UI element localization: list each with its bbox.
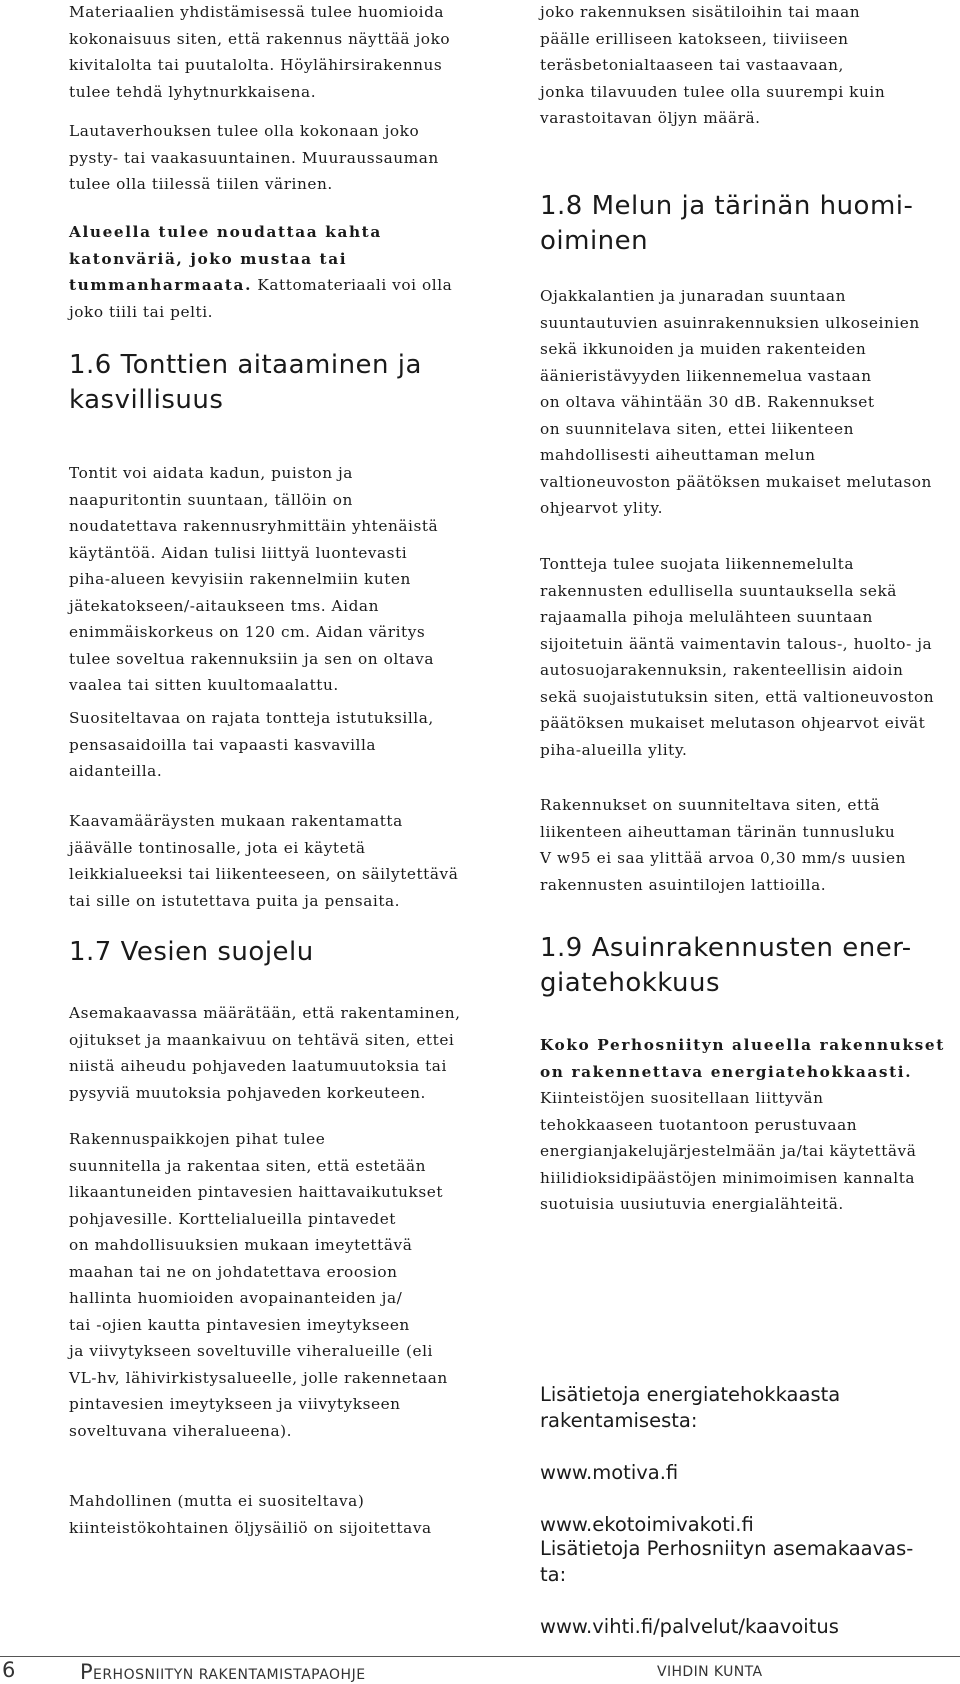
paragraph-groundwater: Asemakaavassa määrätään, että rakentaminen, ojitukset ja maankaivuu on tehtävä siten, ettei niistä aiheudu pohjaveden laatumuutoksia tai pysyviä muutoksia pohjaveden korkeuteen. <box>69 1004 461 1102</box>
roof-colors-emphasis: Alueella tulee noudattaa kahta katonväriä, joko mustaa tai tummanharmaata. <box>69 223 382 294</box>
link-motiva[interactable]: www.motiva.fi <box>540 1461 679 1484</box>
page-number: 6 <box>2 1658 16 1682</box>
heading-1-7: 1.7 Vesien suojelu <box>69 937 314 967</box>
publisher-name: VIHDIN KUNTA <box>657 1664 763 1680</box>
info-plan-title: Lisätietoja Perhosniityn asemakaavas- ta: <box>540 1537 914 1586</box>
heading-1-9: 1.9 Asuinrakennusten ener- giatehokkuus <box>540 933 912 998</box>
document-title <box>80 1660 366 1684</box>
paragraph-surface-water: Rakennuspaikkojen pihat tulee suunnitella ja rakentaa siten, että estetään likaantuneiden pintavesien haittavaikutukset pohjavesille. Korttelialueilla pintavedet on mahdollisuuksien mukaan imeytettävä maahan tai ne on johdatettava eroosion hallinta huomioiden avopainanteiden ja/ tai -ojien kautta pintavesien imeytykseen ja viivytykseen soveltuville viheralueille (eli VL-hv, lähivirkistysalueelle, jolle rakennetaan pintavesien imeytykseen ja viivytykseen soveltuvana viheralueena). <box>69 1130 448 1440</box>
heading-1-8: 1.8 Melun ja tärinän huomi- oiminen <box>540 191 914 256</box>
energy-emphasis: Koko Perhosniityn alueella rakennukset on rakennettava energiatehokkaasti. <box>540 1036 945 1081</box>
paragraph-oil-tank: Mahdollinen (mutta ei suositeltava) kiinteistökohtainen öljysäiliö on sijoitettava <box>69 1492 432 1537</box>
paragraph-planting: Kaavamääräysten mukaan rakentamatta jäävälle tontinosalle, jota ei käytetä leikkialueeksi tai liikenteeseen, on säilytettävä tai sille on istutettava puita ja pensaita. <box>69 812 459 910</box>
energy-text: Kiinteistöjen suositellaan liittyvän tehokkaaseen tuotantoon perustuvaan energianjakelujärjestelmään ja/tai käytettävä hiilidioksidipäästöjen minimoimisen kannalta suotuisia uusiutuvia energialähteitä. <box>540 1089 917 1213</box>
roof-material-text: Kattomateriaali voi olla joko tiili tai pelti. <box>69 276 453 321</box>
paragraph-hedges: Suositeltavaa on rajata tontteja istutuksilla, pensasaidoilla tai vapaasti kasvavilla aidanteilla. <box>69 709 434 780</box>
page-footer <box>0 1654 960 1682</box>
paragraph-noise: Ojakkalantien ja junaradan suuntaan suuntautuvien asuinrakennuksien ulkoseinien sekä ikkunoiden ja muiden rakenteiden äänieristävyyden liikennemelua vastaan on oltava vähintään 30 dB. Rakennukset on suunnitelava siten, ettei liikenteen mahdollisesti aiheuttaman melun valtioneuvoston päätöksen mukaiset melutason ohjearvot ylity. <box>540 287 932 517</box>
paragraph-cladding: Lautaverhouksen tulee olla kokonaan joko pysty- tai vaakasuuntainen. Muuraussauman tulee olla tiilessä tiilen värinen. <box>69 122 439 193</box>
document-title-initial: P <box>80 1660 93 1684</box>
info-plan <box>540 1510 913 1666</box>
paragraph-fencing: Tontit voi aidata kadun, puiston ja naapuritontin suuntaan, tällöin on noudatettava rakennusryhmittäin yhtenäistä käytäntöä. Aidan tulisi liittyä luontevasti piha-alueen kevyisiin rakennelmiin kuten jätekatokseen/-aitaukseen tms. Aidan enimmäiskorkeus on 120 cm. Aidan väritys tulee soveltua rakennuksiin ja sen on oltava vaalea tai sitten kuultomaalattu. <box>69 464 439 694</box>
heading-1-6: 1.6 Tonttien aitaaminen ja kasvillisuus <box>69 350 422 415</box>
footer-rule <box>0 1656 960 1657</box>
document-title-rest: ERHOSNIITYN RAKENTAMISTAPAOHJE <box>92 1667 366 1683</box>
paragraph-energy <box>540 1032 945 1218</box>
paragraph-roof-colors <box>69 219 452 325</box>
paragraph-noise-protection: Tontteja tulee suojata liikennemelulta rakennusten edullisella suuntauksella sekä rajaamalla pihoja melulähteen suuntaan sijoitetuin ääntä vaimentavin talous-, huolto- ja autosuojarakennuksin, rakenteellisin aidoin sekä suojaistutuksin siten, että valtioneuvoston päätöksen mukaiset melutason ohjearvot eivät piha-alueilla ylity. <box>540 555 935 759</box>
paragraph-vibration: Rakennukset on suunniteltava siten, että liikenteen aiheuttaman tärinän tunnusluku V w95 ei saa ylittää arvoa 0,30 mm/s uusien rakennusten asuintilojen lattioilla. <box>540 796 906 894</box>
link-ekotoimivakoti[interactable]: www.ekotoimivakoti.fi <box>540 1513 754 1536</box>
paragraph-oil-tank-cont: joko rakennuksen sisätiloihin tai maan päälle erilliseen katokseen, tiiviiseen teräsbetonialtaaseen tai vastaavaan, jonka tilavuuden tulee olla suurempi kuin varastoitavan öljyn määrä. <box>540 3 886 127</box>
info-energy-title: Lisätietoja energiatehokkaasta rakentamisesta: <box>540 1383 841 1432</box>
link-vihti-kaavoitus[interactable]: www.vihti.fi/palvelut/kaavoitus <box>540 1615 839 1638</box>
paragraph-materials: Materiaalien yhdistämisessä tulee huomioida kokonaisuus siten, että rakennus näyttää joko kivitalolta tai puutalolta. Höylähirsirakennus tulee tehdä lyhytnurkkaisena. <box>69 3 451 101</box>
